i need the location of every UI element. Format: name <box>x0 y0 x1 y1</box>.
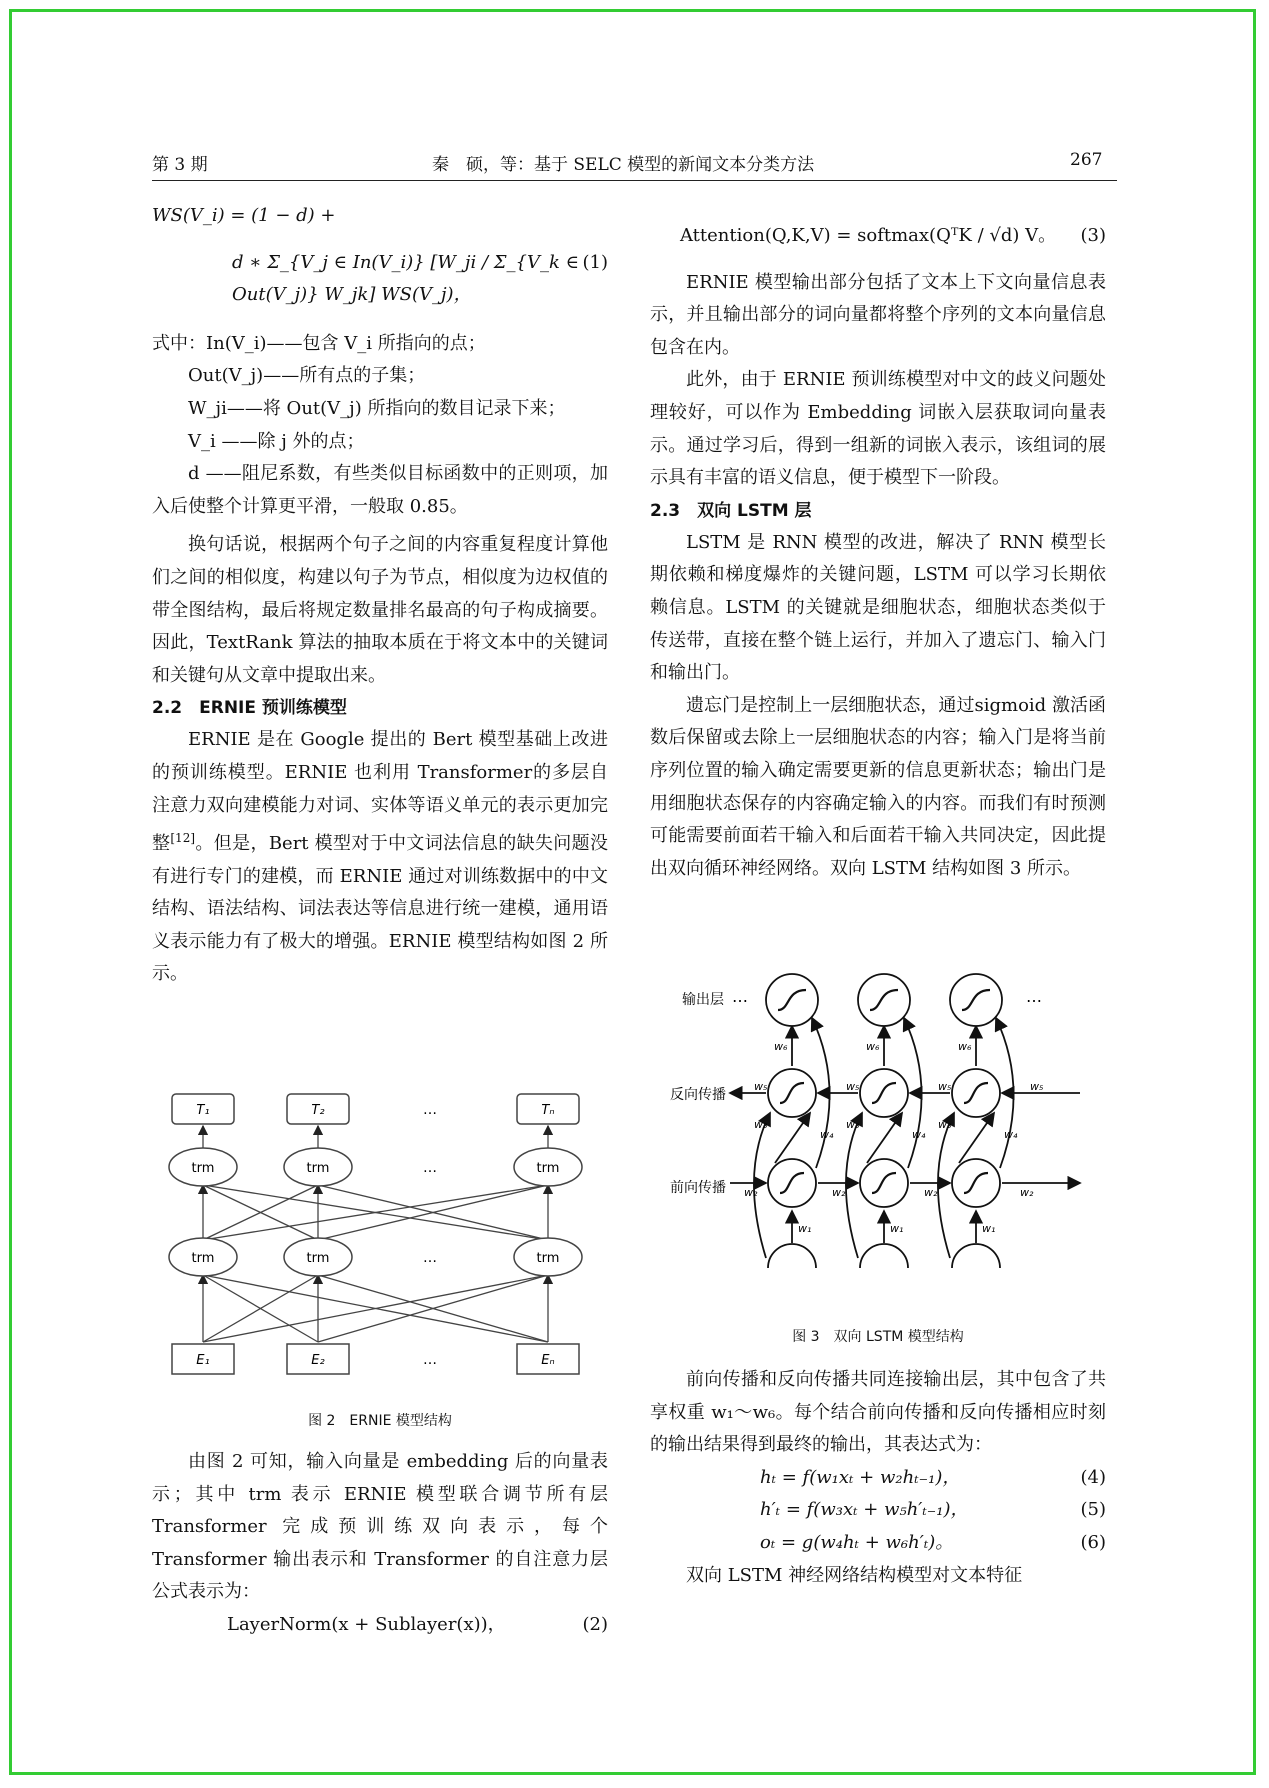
paragraph-ernie-embedding: 此外，由于 ERNIE 预训练模型对中文的歧义问题处理较好，可以作为 Embedding 词嵌入层获取词向量表示。通过学习后，得到一组新的词嵌入表示，该组词的展示具有丰富的语义信息，便于模型下一阶段。 <box>650 369 1106 489</box>
right-column-bottom <box>650 1364 1106 1592</box>
eq1-line2 <box>152 247 608 312</box>
left-column <box>152 200 608 991</box>
eq5-number: (5) <box>1080 1499 1106 1521</box>
paragraph-shared-weights: 前向传播和反向传播共同连接输出层，其中包含了共享权重 w₁～w₆。每个结合前向传播和反向传播相应时刻的输出结果得到最终的输出，其表达式为： <box>650 1369 1106 1456</box>
trm-node: trm <box>191 1161 215 1176</box>
weight-w4: w₄ <box>912 1128 926 1141</box>
eq6-body: oₜ = g(w₄hₜ + w₆h′ₜ)。 <box>760 1531 954 1553</box>
eq4-number: (4) <box>1080 1466 1106 1488</box>
weight-w6: w₆ <box>958 1040 972 1053</box>
left-column-bottom <box>152 1446 608 1642</box>
right-column <box>650 220 1106 885</box>
eq1-line1: WS(V_i) = (1 − d) + <box>152 205 336 226</box>
figure-2-caption: 图 2 ERNIE 模型结构 <box>308 1413 452 1429</box>
paragraph-lstm: LSTM 是 RNN 模型的改进，解决了 RNN 模型长期依赖和梯度爆炸的关键问题，LSTM 可以学习长期依赖信息。LSTM 的关键就是细胞状态，细胞状态类似于传送带，直接在整个链上运行，并加入了遗忘门、输入门和输出门。 <box>650 531 1106 684</box>
weight-w6: w₆ <box>774 1040 788 1053</box>
figure-3-connections <box>730 1018 1080 1258</box>
weight-w3: w₃ <box>846 1118 860 1131</box>
eq5-body: h′ₜ = f(w₃xₜ + w₅h′ₜ₋₁)， <box>760 1499 969 1521</box>
header-rule <box>152 180 1117 181</box>
trm-node: trm <box>536 1251 560 1266</box>
where-line-1: 式中：In(V_i)——包含 V_i 所指向的点； <box>152 332 486 354</box>
eq1-number: (1) <box>582 251 608 273</box>
ellipsis: … <box>1026 987 1042 1006</box>
trm-ellipsis: … <box>423 1160 437 1176</box>
weight-w2: w₂ <box>832 1186 846 1199</box>
output-t2: T₂ <box>311 1103 325 1118</box>
weight-w1: w₁ <box>890 1222 904 1235</box>
eq3 <box>650 220 1106 253</box>
eq4-body: hₜ = f(w₁xₜ + w₂hₜ₋₁)， <box>760 1466 961 1488</box>
weight-w2: w₂ <box>924 1186 938 1199</box>
paragraph-ernie-output: ERNIE 模型输出部分包括了文本上下文向量信息表示，并且输出部分的词向量都将整个序列的文本向量信息包含在内。 <box>650 271 1106 358</box>
paragraph-ernie-part1: ERNIE 是在 Google 提出的 Bert 模型基础上改进的预训练模型。ERNIE 也利用 Transformer的多层自注意力双向建模能力对词、实体等语义单元的表示更加完整 <box>152 729 608 855</box>
weight-w3: w₃ <box>938 1118 952 1131</box>
trm-ellipsis: … <box>423 1250 437 1266</box>
figure-2-embedding-layer <box>172 1344 579 1374</box>
trm-node: trm <box>306 1161 330 1176</box>
weight-w2: w₂ <box>1020 1186 1034 1199</box>
weight-w5: w₅ <box>754 1080 768 1093</box>
figure-2-ernie-diagram <box>168 1092 608 1398</box>
where-line-5: d ——阻尼系数，有些类似目标函数中的正则项，加入后使整个计算更平滑，一般取 0.85。 <box>152 463 608 517</box>
eq2-number: (2) <box>582 1613 608 1635</box>
eq5 <box>650 1494 1106 1527</box>
paragraph-trm: 由图 2 可知，输入向量是 embedding 后的向量表示；其中 trm 表示 ERNIE 模型联合调节所有层 Transformer 完成预训练双向表示，每个 Transformer 输出表示和 Transformer 的自注意力层公式表示为： <box>152 1451 608 1603</box>
eq3-number: (3) <box>1080 225 1106 246</box>
eq1-body: d ∗ Σ_{V_j ∈ In(V_i)} [W_ji / Σ_{V_k ∈ Out(V_j)} W_jk] WS(V_j)， <box>232 251 579 306</box>
paragraph-textrank: 换句话说，根据两个句子之间的内容重复程度计算他们之间的相似度，构建以句子为节点，相似度为边权值的带全图结构，最后将规定数量排名最高的句子构成摘要。因此，TextRank 算法的抽取本质在于将文本中的关键词和关键句从文章中提取出来。 <box>152 534 608 686</box>
output-ellipsis: … <box>423 1102 437 1118</box>
weight-w5: w₅ <box>1030 1080 1044 1093</box>
header-page-number: 267 <box>1070 150 1103 170</box>
eq3-body: Attention(Q,K,V) = softmax(QᵀK / √d) V。 <box>680 225 1057 246</box>
embedding-en: Eₙ <box>541 1353 555 1368</box>
eq4 <box>650 1462 1106 1495</box>
citation-12: [12] <box>170 831 196 846</box>
figure-2-connections <box>203 1126 548 1342</box>
embedding-e1: E₁ <box>196 1353 210 1368</box>
weight-w6: w₆ <box>866 1040 880 1053</box>
eq6-number: (6) <box>1080 1531 1106 1553</box>
output-tn: Tₙ <box>541 1103 555 1118</box>
weight-w4: w₄ <box>1004 1128 1018 1141</box>
trm-node: trm <box>536 1161 560 1176</box>
paragraph-ernie <box>152 724 608 991</box>
header-title: 秦 硕，等：基于 SELC 模型的新闻文本分类方法 <box>432 155 815 175</box>
embedding-ellipsis: … <box>423 1352 437 1368</box>
paragraph-ernie-part2: 。但是，Bert 模型对于中文词法信息的缺失问题没有进行专门的建模，而 ERNIE 通过对训练数据中的中文结构、语法结构、词法表达等信息进行统一建模，通用语义表示能力有了极大的增强。ERNIE 模型结构如图 2 所示。 <box>152 833 609 985</box>
figure-2-output-layer <box>172 1094 579 1124</box>
eq2-body: LayerNorm(x + Sublayer(x))， <box>227 1613 506 1635</box>
weight-w4: w₄ <box>820 1128 834 1141</box>
label-backward-pass: 反向传播 <box>670 1087 726 1103</box>
weight-w3: w₃ <box>754 1118 768 1131</box>
label-forward-pass: 前向传播 <box>670 1180 726 1196</box>
where-line-2: Out(V_j)——所有点的子集； <box>188 365 426 387</box>
where-line-3: W_ji——将 Out(V_j) 所指向的数目记录下来； <box>188 397 566 419</box>
trm-node: trm <box>306 1251 330 1266</box>
trm-node: trm <box>191 1251 215 1266</box>
weight-w2: w₂ <box>744 1186 758 1199</box>
eq6 <box>650 1527 1106 1560</box>
paragraph-bilstm-features: 双向 LSTM 神经网络结构模型对文本特征 <box>686 1564 1023 1586</box>
section-2-3-heading: 2.3 双向 LSTM 层 <box>650 500 812 521</box>
embedding-e2: E₂ <box>311 1353 325 1368</box>
ellipsis: … <box>732 987 748 1006</box>
figure-3-bilstm-diagram <box>670 968 1110 1268</box>
weight-w5: w₅ <box>846 1080 860 1093</box>
figure-2-trm-layer-1 <box>169 1238 582 1276</box>
paragraph-gates: 遗忘门是控制上一层细胞状态，通过sigmoid 激活函数后保留或去除上一层细胞状态的内容；输入门是将当前序列位置的输入确定需要更新的信息更新状态；输出门是用细胞状态保存的内容确定输入的内容。而我们有时预测可能需要前面若干输入和后面若干输入共同决定，因此提出双向循环神经网络。双向 LSTM 结构如图 3 所示。 <box>650 694 1106 879</box>
weight-w1: w₁ <box>982 1222 996 1235</box>
output-t1: T₁ <box>196 1103 210 1118</box>
where-line-4: V_i ——除 j 外的点； <box>188 430 365 452</box>
header-issue: 第 3 期 <box>152 155 208 175</box>
weight-w1: w₁ <box>798 1222 812 1235</box>
figure-3-caption: 图 3 双向 LSTM 模型结构 <box>792 1329 964 1345</box>
figure-2-trm-layer-2 <box>169 1148 582 1186</box>
eq2 <box>152 1609 608 1642</box>
section-2-2-heading: 2.2 ERNIE 预训练模型 <box>152 698 347 719</box>
label-output-layer: 输出层 <box>682 992 724 1008</box>
weight-w5: w₅ <box>938 1080 952 1093</box>
